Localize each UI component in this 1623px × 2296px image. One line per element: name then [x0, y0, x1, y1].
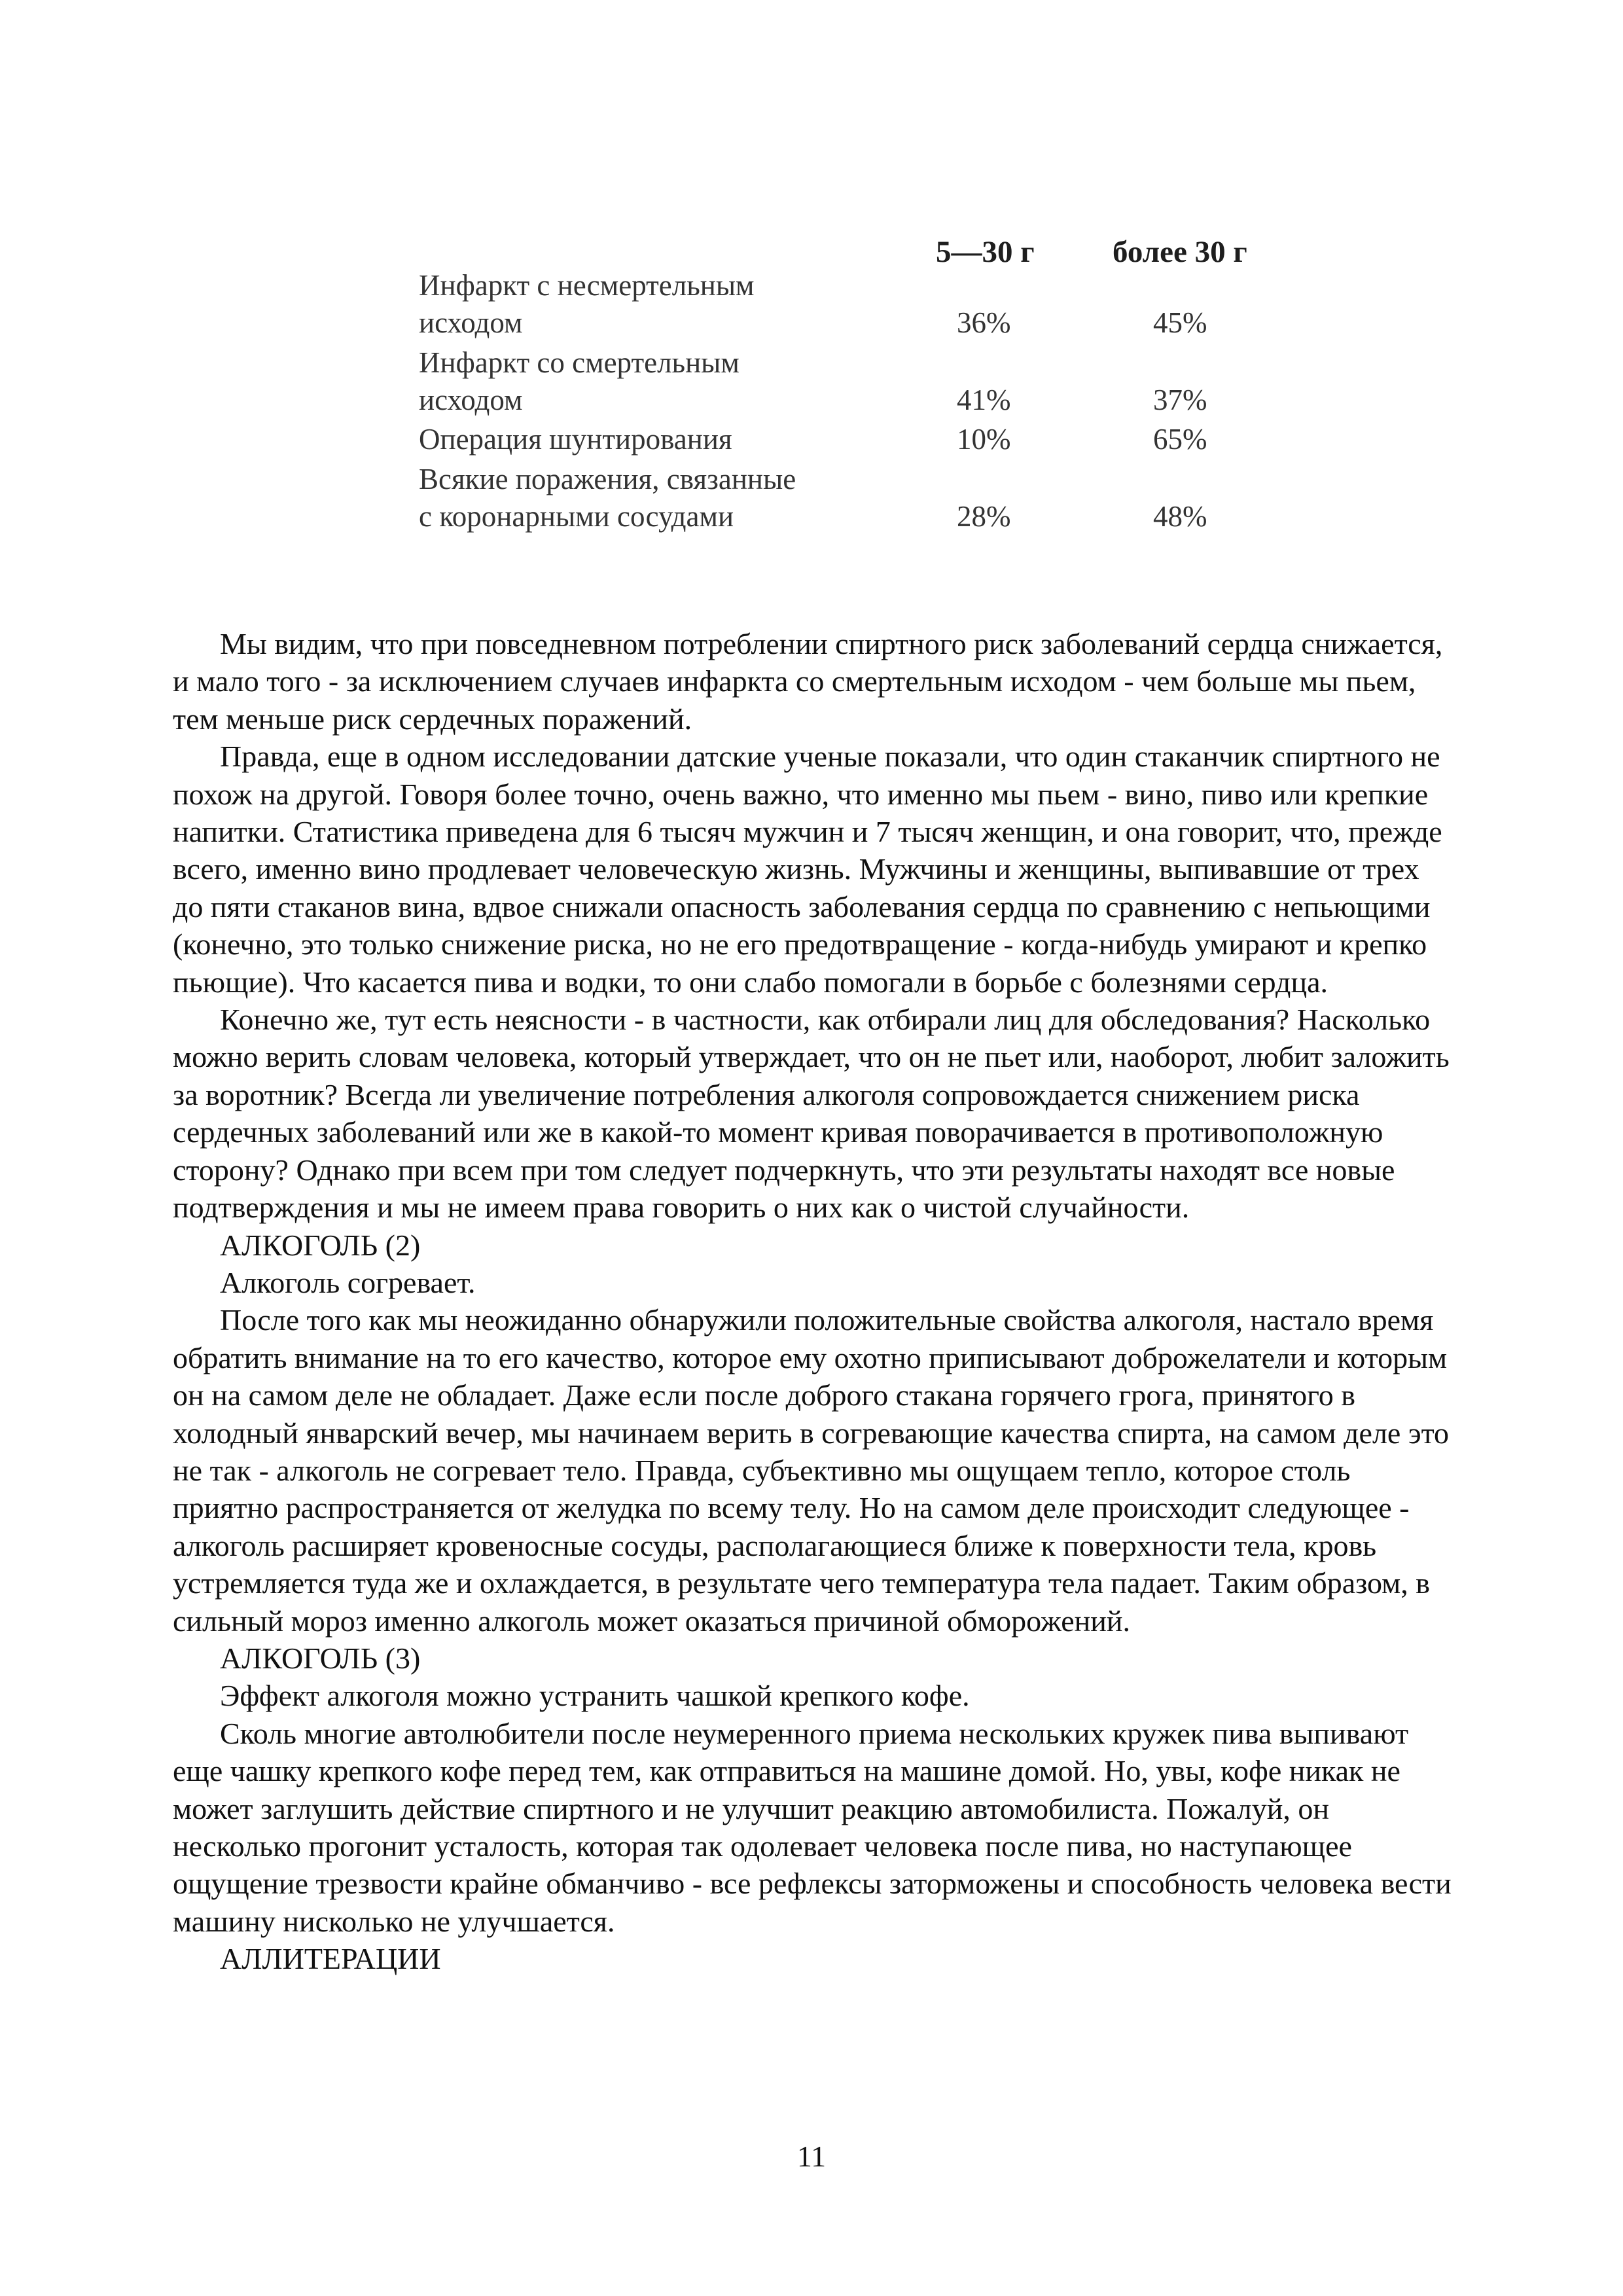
row-value-5-30g: 36%	[957, 306, 1011, 339]
paragraph: После того как мы неожиданно обнаружили положительные свойства алкоголя, настало время обратить внимание на то его качество, которое ему охотно приписывают доброжелатели и которым он на самом деле не обладает. Даже если после доброго стакана горячего грога, принятого в холодный январский вечер, мы начинаем верить в согревающие качества спирта, на самом деле это не так - алкоголь не согревает тело. Правда, субъективно мы ощущаем тепло, которое столь приятно распространяется от желудка по всему телу. Но на самом деле происходит следующее - алкоголь расширяет кровеносные сосуды, располагающиеся ближе к поверхности тела, кровь устремляется туда же и охлаждается, в результате чего температура тела падает. Таким образом, в сильный мороз именно алкоголь может оказаться причиной обморожений.	[173, 1303, 1450, 1638]
row-label: Инфаркт со смертельным исходом	[419, 346, 740, 416]
paragraph: Правда, еще в одном исследовании датские ученые показали, что один стаканчик спиртного не похож на другой. Говоря более точно, очень важно, что именно мы пьем - вино, пиво или крепкие напитки. Статистика приведена для 6 тысяч мужчин и 7 тысяч женщин, и она говорит, что, прежде всего, именно вино продлевает человеческую жизнь. Мужчины и женщины, выпивавшие от трех до пяти стаканов вина, вдвое снижали опасность заболевания сердца по сравнению с непьющими (конечно, это только снижение риска, но не его предотвращение - когда-нибудь умирают и крепко пьющие). Что касается пива и водки, то они слабо помогали в борьбе с болезнями сердца.	[173, 740, 1442, 999]
row-value-over-30g: 45%	[1153, 306, 1207, 339]
section-subtitle: Алкоголь согревает.	[220, 1265, 476, 1299]
column-header-over-30g: более 30 г	[1113, 235, 1247, 269]
section-heading: АЛЛИТЕРАЦИИ	[220, 1942, 441, 1976]
statistics-table	[393, 223, 1296, 563]
row-label: Операция шунтирования	[419, 423, 732, 456]
section-heading: АЛКОГОЛЬ (2)	[220, 1228, 421, 1262]
row-label: Всякие поражения, связанные с коронарными сосудами	[419, 463, 796, 533]
row-value-over-30g: 48%	[1153, 500, 1207, 533]
row-label: Инфаркт с несмертельным исходом	[419, 269, 755, 339]
paragraph: Конечно же, тут есть неясности - в частности, как отбирали лиц для обследования? Насколько можно верить словам человека, который утверждает, что он не пьет или, наоборот, любит заложить за воротник? Всегда ли увеличение потребления алкоголя сопровождается снижением риска сердечных заболеваний или же в какой-то момент кривая поворачивается в противоположную сторону? Однако при всем при том следует подчеркнуть, что эти результаты находят все новые подтверждения и мы не имеем права говорить о них как о чистой случайности.	[173, 1003, 1450, 1225]
row-value-5-30g: 10%	[957, 423, 1011, 456]
paragraph: Мы видим, что при повседневном потреблении спиртного риск заболеваний сердца снижается, и мало того - за исключением случаев инфаркта со смертельным исходом - чем больше мы пьем, тем меньше риск сердечных поражений.	[173, 627, 1443, 736]
paragraph: Сколь многие автолюбители после неумеренного приема нескольких кружек пива выпивают еще чашку крепкого кофе перед тем, как отправиться на машине домой. Но, увы, кофе никак не может заглушить действие спиртного и не улучшит реакцию автомобилиста. Пожалуй, он несколько прогонит усталость, которая так одолевает человека после пива, но наступающее ощущение трезвости крайне обманчиво - все рефлексы заторможены и способность человека вести машину нисколько не улучшается.	[173, 1716, 1452, 1938]
column-header-5-30g: 5—30 г	[936, 235, 1035, 269]
section-subtitle: Эффект алкоголя можно устранить чашкой крепкого кофе.	[220, 1679, 970, 1713]
page-number: 11	[796, 2140, 827, 2173]
body-text	[173, 625, 1455, 1978]
row-value-5-30g: 41%	[957, 384, 1011, 416]
row-value-over-30g: 37%	[1153, 384, 1207, 416]
row-value-over-30g: 65%	[1153, 423, 1207, 456]
row-value-5-30g: 28%	[957, 500, 1011, 533]
section-heading: АЛКОГОЛЬ (3)	[220, 1641, 421, 1675]
